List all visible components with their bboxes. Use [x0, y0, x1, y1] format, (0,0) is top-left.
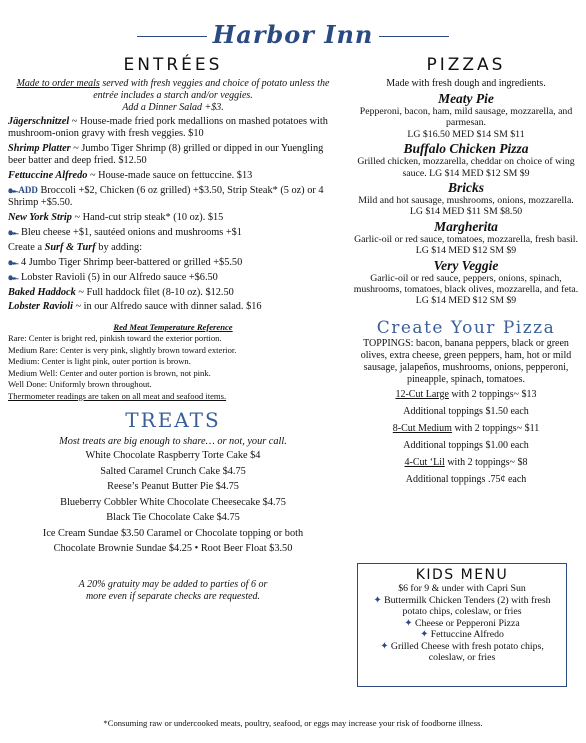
entree-name: Shrimp Platter	[8, 142, 71, 154]
entree-item	[8, 143, 338, 168]
kids-item-text: Grilled Cheese with fresh potato chips, coleslaw, or fries	[390, 640, 544, 663]
gratuity-note	[8, 579, 338, 603]
pizza-ingredients: Grilled chicken, mozzarella, cheddar on choice of wing sauce.	[357, 156, 575, 179]
size-name: 12-Cut Large	[395, 388, 449, 400]
size-option	[352, 420, 580, 437]
treat-item: Ice Cream Sundae $3.50 Caramel or Chocolate topping or both	[42, 527, 304, 539]
surf-turf-line	[8, 242, 338, 254]
entree-name: New York Strip	[8, 211, 72, 223]
surf-pre: Create a	[8, 241, 45, 253]
treat-item: Black Tie Chocolate Cake $4.75	[106, 512, 240, 524]
scroll-bullet-icon: ๛	[8, 272, 19, 283]
surf-turf-name: Surf & Turf	[44, 241, 96, 253]
pizza-item	[352, 91, 580, 140]
title-right-rule	[379, 36, 449, 37]
size-price: with 2 toppings~ $11	[451, 422, 540, 434]
kids-menu-box	[357, 563, 567, 687]
entrees-intro-underlined: Made to order meals	[16, 78, 100, 89]
pizza-price: LG $16.50 MED $14 SM $11	[407, 128, 525, 140]
kids-item	[361, 629, 563, 641]
pizza-ingredients: Pepperoni, bacon, ham, mild sausage, mozzarella, and parmesan.	[359, 106, 573, 129]
pizza-name: Buffalo Chicken Pizza	[403, 141, 529, 157]
entree-name: Lobster Ravioli	[8, 301, 73, 313]
entree-desc: ~ Jumbo Tiger Shrimp (8) grilled or dipped in our Yuengling beer batter and deep fried. $12.50	[8, 142, 324, 167]
entree-name: Baked Haddock	[8, 286, 76, 298]
star-bullet-icon: ✦	[373, 594, 385, 606]
pizza-ingredients: Mild and hot sausage, mushrooms, onions, mozzarella.	[358, 195, 574, 207]
gratuity-line: more even if separate checks are requested.	[85, 590, 261, 602]
pizza-desc	[352, 156, 580, 179]
food-safety-disclaimer: *Consuming raw or undercooked meats, poultry, seafood, or eggs may increase your risk of foodborne illness.	[103, 718, 483, 728]
pizza-price: LG $14 MED $12 SM $9	[429, 167, 530, 179]
scroll-bullet-icon: ๛	[8, 257, 19, 268]
entree-name: Jägerschnitzel	[8, 116, 70, 127]
star-bullet-icon: ✦	[420, 629, 431, 640]
add-label: ADD	[18, 185, 38, 196]
size-price: with 2 toppings~ $8	[444, 456, 528, 468]
treat-item: Blueberry Cobbler White Chocolate Cheesecake $4.75	[60, 496, 286, 508]
entree-desc: ~ in our Alfredo sauce with dinner salad. $16	[72, 301, 262, 313]
additional-toppings: Additional toppings $1.00 each	[403, 439, 529, 451]
size-name: 8-Cut Medium	[392, 422, 452, 434]
entree-item	[8, 212, 338, 224]
pizza-name: Bricks	[447, 180, 484, 196]
entree-addon	[8, 271, 338, 284]
entree-addon	[8, 226, 338, 239]
additional-toppings: Additional toppings .75¢ each	[405, 473, 527, 485]
pizza-desc	[352, 195, 580, 218]
entree-desc: ~ Full haddock filet (8-10 oz). $12.50	[75, 286, 234, 298]
temperature-line: Medium Rare: Center is very pink, slightly brown toward exterior.	[8, 344, 237, 355]
pizza-desc	[352, 273, 580, 307]
addon-text: Bleu cheese +$1, sautéed onions and mushrooms +$1	[18, 227, 242, 239]
add-text: Broccoli +$2, Chicken (6 oz grilled) +$3.50, Strip Steak* (5 oz) or 4 Shrimp +$5.50.	[8, 185, 324, 209]
pizza-price: LG $14 MED $12 SM $9	[415, 295, 517, 307]
entree-item	[8, 116, 338, 141]
kids-item-text: Buttermilk Chicken Tenders (2) with fresh potato chips, coleslaw, or fries	[384, 594, 551, 617]
entree-name: Fettuccine Alfredo	[8, 169, 88, 181]
right-column	[352, 55, 580, 488]
addon-text: 4 Jumbo Tiger Shrimp beer-battered or grilled +$5.50	[18, 257, 243, 269]
additional-toppings: Additional toppings $1.50 each	[403, 405, 529, 417]
toppings-list: TOPPINGS: bacon, banana peppers, black or green olives, extra cheese, green peppers, ham, hot or mild sausage, jalapeños, mushrooms, onions, pepperoni, pineapple, spinach, tomatoes.	[360, 337, 572, 385]
dinner-salad-note: Add a Dinner Salad +$3.	[122, 102, 224, 113]
temperature-reference	[8, 322, 338, 403]
create-pizza-heading: Create Your Pizza	[376, 317, 556, 338]
entree-item	[8, 170, 338, 182]
kids-item	[361, 618, 563, 630]
star-bullet-icon: ✦	[404, 617, 415, 629]
size-price: with 2 toppings~ $13	[448, 388, 537, 400]
entrees-heading: ENTRÉES	[123, 55, 223, 75]
treat-item: Salted Caramel Crunch Cake $4.75	[100, 465, 246, 477]
pizza-item	[352, 180, 580, 218]
temperature-heading: Red Meat Temperature Reference	[113, 321, 233, 332]
size-option	[352, 454, 580, 471]
restaurant-title	[0, 20, 586, 49]
pizza-ingredients: Garlic-oil or red sauce, peppers, onions, spinach, mushrooms, tomatoes, black olives, mozzarella, and feta.	[353, 272, 579, 296]
left-column	[8, 55, 338, 603]
size-name: 4-Cut ‘Lil	[404, 456, 445, 468]
star-bullet-icon: ✦	[380, 640, 391, 652]
kids-item	[361, 641, 563, 664]
entree-item	[8, 287, 338, 299]
entree-desc: ~ Hand-cut strip steak* (10 oz). $15	[71, 211, 224, 223]
scroll-bullet-icon: ๛	[8, 185, 19, 196]
pizza-name: Margherita	[434, 218, 498, 234]
size-option	[352, 386, 580, 403]
pizza-ingredients: Garlic-oil or red sauce, tomatoes, mozzarella, fresh basil.	[354, 233, 578, 245]
pizza-item	[352, 219, 580, 257]
thermometer-note: Thermometer readings are taken on all meat and seafood items.	[8, 390, 227, 401]
treats-heading: TREATS	[125, 408, 221, 433]
scroll-bullet-icon: ๛	[8, 227, 19, 238]
restaurant-name: Harbor Inn	[212, 20, 374, 49]
treat-item: White Chocolate Raspberry Torte Cake $4	[85, 450, 261, 462]
entree-desc: ~ House-made sauce on fettuccine. $13	[87, 169, 253, 181]
entree-desc: ~ House-made fried pork medallions on mashed potatoes with mushroom-onion gravy with fresh veggies. $10	[8, 116, 328, 140]
gratuity-line: A 20% gratuity may be added to parties of 6 or	[78, 578, 268, 590]
title-left-rule	[137, 36, 207, 37]
pizzas-heading: PIZZAS	[426, 55, 506, 75]
pizza-desc	[352, 234, 580, 257]
kids-item	[361, 595, 563, 618]
temperature-line: Rare: Center is bright red, pinkish toward the exterior portion.	[8, 333, 222, 344]
pizza-name: Meaty Pie	[438, 91, 494, 106]
treat-item: Reese’s Peanut Butter Pie $4.75	[107, 481, 239, 493]
kids-menu-intro: $6 for 9 & under with Capri Sun	[398, 583, 526, 594]
entree-item	[8, 301, 338, 313]
treats-intro: Most treats are big enough to share… or not, your call.	[59, 436, 287, 448]
entrees-intro	[8, 78, 338, 114]
entree-addon	[8, 256, 338, 269]
entree-addon	[8, 184, 338, 210]
kids-item-text: Fettuccine Alfredo	[430, 629, 504, 640]
pizzas-intro: Made with fresh dough and ingredients.	[386, 78, 546, 89]
pizza-item	[352, 258, 580, 307]
temperature-line: Medium Well: Center and outer portion is brown, not pink.	[8, 367, 211, 378]
pizza-desc	[352, 106, 580, 140]
pizza-price: LG $14 MED $11 SM $8.50	[409, 206, 523, 218]
surf-post: by adding:	[95, 241, 143, 253]
treat-item: Chocolate Brownie Sundae $4.25 • Root Beer Float $3.50	[53, 543, 293, 555]
kids-menu-heading: KIDS MENU	[415, 567, 509, 583]
pizza-name: Very Veggie	[433, 257, 499, 273]
pizza-item	[352, 141, 580, 179]
temperature-line: Medium: Center is light pink, outer portion is brown.	[8, 356, 191, 367]
temperature-line: Well Done: Uniformly brown throughout.	[8, 379, 152, 390]
pizza-price: LG $14 MED $12 SM $9	[415, 245, 517, 257]
addon-text: Lobster Ravioli (5) in our Alfredo sauce +$6.50	[18, 272, 218, 284]
kids-item-text: Cheese or Pepperoni Pizza	[414, 617, 520, 629]
entrees-intro-text: served with fresh veggies and choice of potato unless the entrée includes a starch and/or veggies.	[93, 78, 330, 101]
